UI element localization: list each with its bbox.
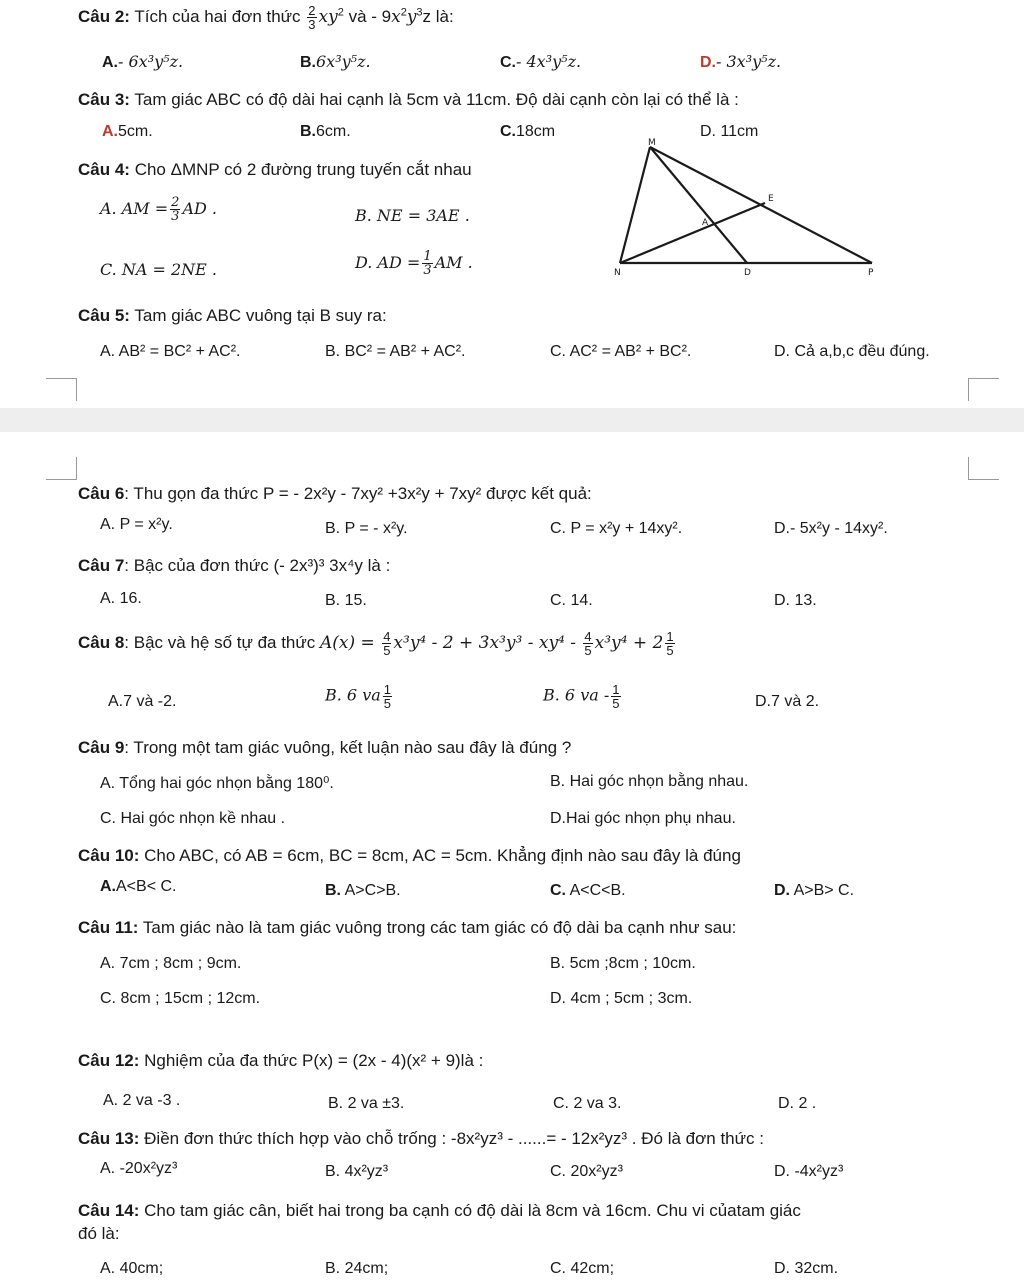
option-b: B. BC² = AB² + AC². [325, 343, 466, 360]
question-text: Cho tam giác cân, biết hai trong ba cạnh có độ dài là 8cm và 16cm. Chu vi củatam giác [139, 1201, 801, 1220]
option-d: D. 4cm ; 5cm ; 3cm. [550, 990, 693, 1007]
option-b: B.6x³y⁵z. [300, 52, 371, 71]
question-6 [78, 484, 592, 504]
question-label: Câu 10: [78, 846, 140, 865]
question-9 [78, 738, 571, 758]
question-text: : Bậc và hệ số tự đa thức [124, 632, 320, 652]
question-text: và - 9 [343, 6, 392, 26]
question-label: Câu 11: [78, 918, 139, 937]
option-b: B. Hai góc nhọn bằng nhau. [550, 773, 749, 790]
question-label: Câu 12: [78, 1051, 140, 1070]
question-label: Câu 7 [78, 556, 125, 575]
question-14 [78, 1201, 801, 1221]
question-text: z là: [422, 6, 454, 26]
question-14-cont: đó là: [78, 1224, 120, 1243]
monomial: y [406, 6, 417, 27]
option-a: A.5cm. [102, 123, 153, 140]
option-a: A. 2 va -3 . [103, 1092, 181, 1109]
question-text: Tam giác ABC vuông tại B suy ra: [129, 306, 387, 325]
option-d: D.- 3x³y⁵z. [700, 52, 782, 71]
crop-mark [46, 378, 77, 401]
option-b: B. 2 va ±3. [328, 1095, 405, 1112]
question-3 [78, 90, 739, 110]
option-d: D. 32cm. [774, 1260, 839, 1277]
option-d: D. Cả a,b,c đều đúng. [774, 343, 930, 360]
question-label: Câu 4: [78, 160, 130, 179]
question-12 [78, 1051, 483, 1071]
option-c: C. AC² = AB² + BC². [550, 343, 692, 360]
option-b: B. NE = 3AE . [355, 206, 470, 225]
option-b: B. 4x²yz³ [325, 1163, 389, 1180]
question-label: Câu 3: [78, 90, 130, 109]
option-c: C. 2 va 3. [553, 1095, 622, 1112]
option-c: C. 14. [550, 592, 593, 609]
option-a: A. 16. [100, 590, 142, 607]
question-text: : Thu gọn đa thức P = - 2x²y - 7xy² +3x²y + 7xy² được kết quả: [124, 484, 592, 503]
page-break [0, 408, 1024, 432]
crop-mark [46, 457, 77, 480]
option-b: B. A>C>B. [325, 882, 401, 899]
option-a: A.A<B< C. [100, 878, 177, 895]
option-a: A. Tổng hai góc nhọn bằng 180⁰. [100, 775, 334, 792]
option-c: C.- 4x³y⁵z. [500, 52, 582, 71]
option-b: B. P = - x²y. [325, 520, 408, 537]
question-text: Điền đơn thức thích hợp vào chỗ trống : -8x²yz³ - ......= - 12x²yz³ . Đó là đơn thức : [139, 1129, 764, 1148]
question-label: Câu 2: [78, 6, 130, 26]
option-d: D.Hai góc nhọn phụ nhau. [550, 810, 736, 827]
question-text: Nghiệm của đa thức P(x) = (2x - 4)(x² + 9)là : [139, 1051, 484, 1070]
question-4 [78, 160, 472, 180]
question-text: Tam giác nào là tam giác vuông trong các tam giác có độ dài ba cạnh như sau: [138, 918, 737, 937]
question-label: Câu 8 [78, 632, 125, 652]
question-13 [78, 1129, 764, 1149]
option-c: C. A<C<B. [550, 882, 626, 899]
question-text: Cho ABC, có AB = 6cm, BC = 8cm, AC = 5cm. Khẳng định nào sau đây là đúng [139, 846, 741, 865]
option-d: D. -4x²yz³ [774, 1163, 844, 1180]
question-label: Câu 9 [78, 738, 125, 757]
monomial: xy [318, 6, 338, 27]
option-a: A. AB² = BC² + AC². [100, 343, 241, 360]
question-label: Câu 5: [78, 306, 130, 325]
option-d: D. 2 . [778, 1095, 817, 1112]
option-a: A.7 và -2. [108, 693, 177, 710]
vertex-label: N [614, 268, 621, 278]
option-c: C. Hai góc nhọn kề nhau . [100, 810, 286, 827]
option-c: C. NA = 2NE . [100, 260, 218, 279]
crop-mark [968, 457, 999, 480]
option-b: B. 5cm ;8cm ; 10cm. [550, 955, 696, 972]
polynomial: x³y⁴ - 2 + 3x³y³ - xy⁴ - [393, 632, 582, 653]
question-text: Cho ΔMNP có 2 đường trung tuyến cắt nhau [129, 160, 472, 179]
vertex-label: P [868, 268, 874, 278]
vertex-label: M [648, 138, 656, 148]
option-d: D.7 và 2. [755, 693, 820, 710]
question-10 [78, 846, 741, 866]
exponent: 2 [400, 6, 407, 19]
question-text: : Bậc của đơn thức (- 2x³)³ 3x⁴y là : [124, 556, 391, 575]
question-7 [78, 556, 390, 576]
question-8: Câu 8: Bậc và hệ số tự đa thức A(x) = $\frac{4}{5}$ x³y⁴ - 2 + 3x³y³ - xy⁴ - $\frac{4}{5}$ x³y⁴ + 2 $\frac{1}{5}$ [78, 629, 674, 658]
fraction: $\frac{2}{3}$ [308, 3, 316, 32]
question-5 [78, 306, 387, 326]
option-b: B.6cm. [300, 123, 351, 140]
option-d: D. 11cm [700, 123, 759, 140]
option-c: C. 42cm; [550, 1260, 615, 1277]
point-label: D [744, 268, 751, 278]
exponent: 2 [337, 6, 344, 19]
question-label: Câu 6 [78, 484, 125, 503]
point-label: E [768, 194, 774, 204]
option-d: D. A>B> C. [774, 882, 855, 899]
question-text: Tam giác ABC có độ dài hai cạnh là 5cm và 11cm. Độ dài cạnh còn lại có thể là : [129, 90, 739, 109]
option-c: C. 20x²yz³ [550, 1163, 623, 1180]
option-a: A. 7cm ; 8cm ; 9cm. [100, 955, 242, 972]
question-text: Tích của hai đơn thức [129, 6, 306, 26]
option-b: B. 6 va $\frac{1}{5}$ [325, 682, 392, 711]
question-label: Câu 14: [78, 1201, 140, 1220]
question-11 [78, 918, 736, 938]
option-a: A. -20x²yz³ [100, 1160, 178, 1177]
option-c: B. 6 va - $\frac{1}{5}$ [543, 682, 620, 711]
option-a: A. 40cm; [100, 1260, 164, 1277]
polynomial: A(x) = [320, 632, 381, 653]
question-2 [78, 4, 454, 31]
monomial: x [391, 6, 401, 27]
triangle-figure [610, 135, 890, 280]
crop-mark [968, 378, 999, 401]
point-label: A [702, 218, 709, 228]
question-text: : Trong một tam giác vuông, kết luận nào sau đây là đúng ? [124, 738, 572, 757]
exponent: 3 [416, 6, 423, 19]
option-b: B. 24cm; [325, 1260, 389, 1277]
option-d: D. 13. [774, 592, 817, 609]
option-d: D.- 5x²y - 14xy². [774, 520, 888, 537]
option-c: C. 8cm ; 15cm ; 12cm. [100, 990, 261, 1007]
polynomial: x³y⁴ + 2 [594, 632, 664, 653]
option-a: A. P = x²y. [100, 516, 173, 533]
option-a: A. AM = $\frac{2}{3}$ AD . [100, 195, 217, 224]
option-d: D. AD = $\frac{1}{3}$ AM . [355, 249, 473, 278]
option-b: B. 15. [325, 592, 367, 609]
question-label: Câu 13: [78, 1129, 140, 1148]
option-c: C. P = x²y + 14xy². [550, 520, 683, 537]
option-a: A.- 6x³y⁵z. [102, 52, 184, 71]
option-c: C.18cm [500, 123, 556, 140]
